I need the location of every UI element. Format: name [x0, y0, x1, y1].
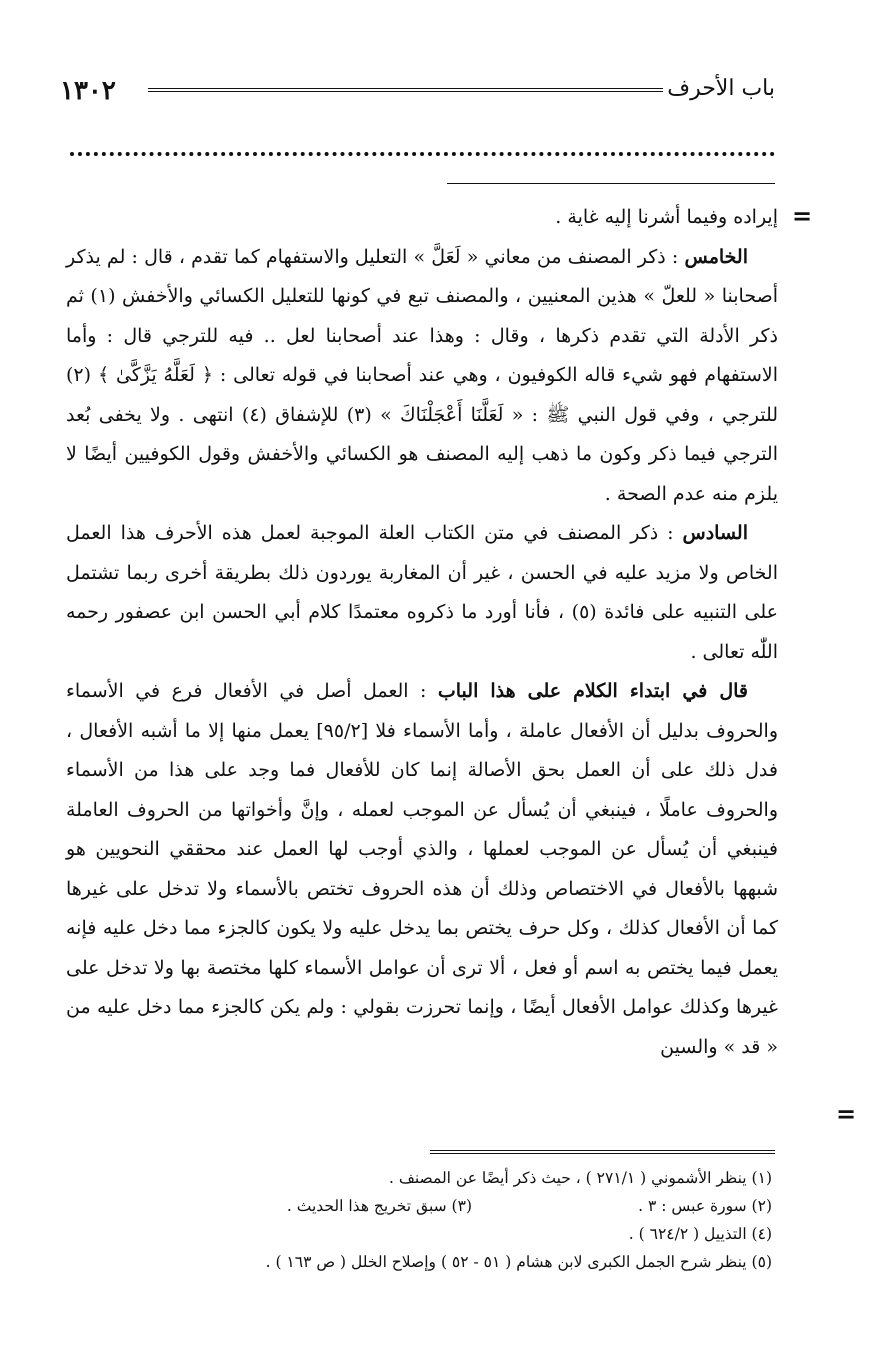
paragraph-fifth — [66, 238, 778, 515]
dotted-separator — [70, 152, 775, 156]
continuation-start-mark: = — [792, 202, 813, 230]
paragraph-quote — [66, 672, 778, 1067]
footnote-5: (٥) ينظر شرح الجمل الكبرى لابن هشام ( ٥١ - ٥٢ ) وإصلاح الخلل ( ص ١٦٣ ) . — [265, 1253, 772, 1271]
footnotes — [60, 1164, 772, 1276]
footnote-4: (٤) التذييل ( ٦٢٤/٢ ) . — [628, 1225, 772, 1243]
footnote-2: (٢) سورة عبس : ٣ . — [638, 1197, 772, 1215]
paragraph-sixth — [66, 514, 778, 672]
continuation-rule — [447, 183, 775, 184]
paragraph-heading: الخامس — [684, 245, 748, 268]
paragraph-body: : ذكر المصنف من معاني « لَعَلَّ » التعليل والاستفهام كما تقدم ، قال : لم يذكر أصحابنا « للعلّ » هذين المعنيين ، والمصنف تبع في كونها للتعليل الكسائي والأخفش (١) ثم ذكر الأدلة التي تقدم ذكرها ، وقال : وهذا عند أصحابنا لعل .. فيه للترجي قال : وأما الاستفهام فهو شيء قاله الكوفيون ، وهي عند أصحابنا في قوله تعالى : ﴿ لَعَلَّهُ يَزَّكَّىٰ ﴾ (٢) للترجي ، وفي قول النبي ﷺ : « لَعَلَّنَا أَعْجَلْنَاكَ » (٣) للإشفاق (٤) انتهى . ولا يخفى بُعد الترجي فيما ذكر وكون ما ذهب إليه المصنف هو الكسائي والأخفش وقول الكوفيين أيضًا لا يلزم منه عدم الصحة . — [66, 245, 779, 505]
paragraph-body: : العمل أصل في الأفعال فرع في الأسماء والحروف بدليل أن الأفعال عاملة ، وأما الأسماء فلا [٩٥/٢] يعمل منها إلا ما أشبه الأفعال ، فدل ذلك على أن العمل بحق الأصالة إنما كان للأفعال فما وجد على هذا من الأسماء والحروف عاملًا ، فينبغي أن يُسأل عن الموجب لعمله ، وإنَّ وأخواتها من الحروف العاملة فينبغي أن يُسأل عن الموجب لعملها ، والذي أوجب لها العمل عند محققي النحويين هو شبهها بالأفعال في الاختصاص وذلك أن هذه الحروف تختص بالأسماء ولا تدخل على غيرها كما أن الأفعال كذلك ، وكل حرف يختص بما يدخل عليه ولا يكون كالجزء مما دخل عليه فإنه يعمل فيما يختص به اسم أو فعل ، ألا ترى أن عوامل الأسماء كلها مختصة بها ولا تدخل على غيرها وكذلك عوامل الأفعال أيضًا ، وإنما تحرزت بقولي : ولم يكن كالجزء مما دخل عليه من « قد » والسين — [66, 680, 778, 1058]
page-header — [60, 72, 775, 112]
paragraph-body: : ذكر المصنف في متن الكتاب العلة الموجبة لعمل هذه الأحرف هذا العمل الخاص ولا مزيد عليه في الحسن ، غير أن المغاربة يوردون ذلك بطريقة أخرى ربما تشتمل على التنبيه على فائدة (٥) ، فأنا أورد ما ذكروه معتمدًا كلام أبي الحسن ابن عصفور رحمه اللّٰه تعالى . — [66, 522, 778, 663]
paragraph-heading: السادس — [682, 522, 748, 544]
paragraph-continuation: إيراده وفيما أشرنا إليه غاية . — [555, 206, 778, 228]
continuation-end-mark: = — [836, 1100, 857, 1128]
footnote-3: (٣) سبق تخريج هذا الحديث . — [286, 1197, 472, 1215]
paragraph-heading: قال في ابتداء الكلام على هذا الباب — [437, 680, 748, 702]
chapter-title: باب الأحرف — [667, 76, 775, 101]
footnote-rule — [430, 1150, 775, 1157]
page-number: ١٣٠٢ — [60, 76, 116, 106]
footnote-row-2-3 — [60, 1192, 772, 1220]
main-text — [66, 198, 778, 1067]
header-rule — [148, 88, 663, 95]
footnote-1: (١) ينظر الأشموني ( ٢٧١/١ ) ، حيث ذكر أيضًا عن المصنف . — [388, 1169, 772, 1187]
